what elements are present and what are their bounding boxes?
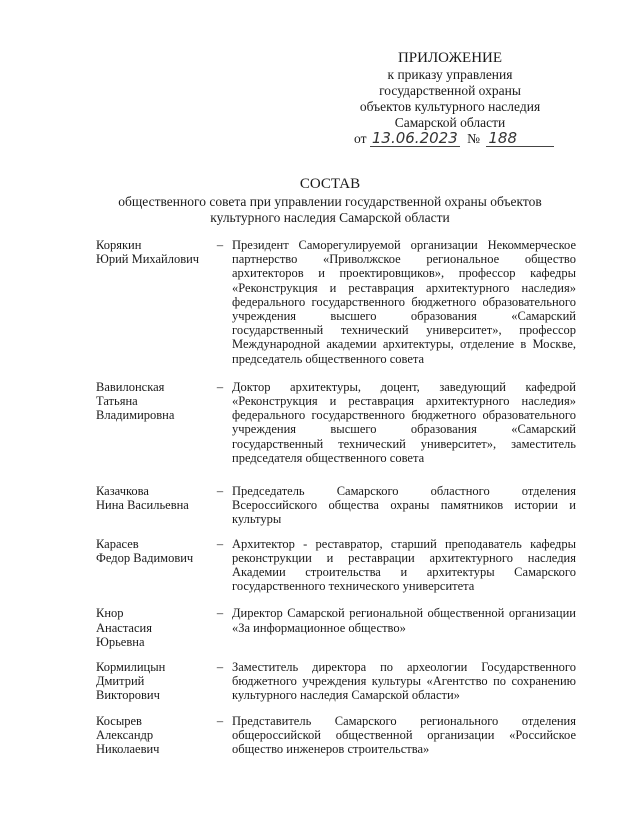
member-name: [96, 606, 208, 649]
member-entry: [96, 606, 576, 649]
member-name: [96, 238, 208, 366]
member-description: Заместитель директора по археологии Государственного бюджетного учреждения культуры «Агентство по сохранению культурного наследия Самарской области»: [232, 660, 576, 703]
document-title: СОСТАВ: [299, 176, 361, 192]
document-subtitle-line: общественного совета при управлении государственной охраны объектов: [118, 194, 542, 209]
member-surname: Кнор: [96, 606, 124, 621]
member-patronymic: Юрьевна: [96, 634, 145, 649]
document-subtitle-line: культурного наследия Самарской области: [210, 210, 450, 225]
member-patronymic: Николаевич: [96, 742, 160, 757]
member-entry: [96, 484, 576, 527]
handwritten-date: 13.06.2023: [371, 129, 458, 147]
member-patronymic: Владимировна: [96, 408, 175, 423]
member-entry: [96, 238, 576, 366]
member-entry: [96, 714, 576, 757]
member-dash: –: [216, 484, 224, 499]
member-dash: –: [216, 536, 224, 551]
member-name: [96, 537, 208, 594]
member-given-name: Юрий Михайлович: [96, 252, 200, 267]
order-date-number: [354, 130, 554, 148]
member-dash: –: [216, 660, 224, 675]
member-surname: Карасев: [96, 536, 139, 551]
member-dash: –: [216, 238, 224, 252]
appendix-line: государственной охраны: [379, 83, 521, 98]
member-given-name: Дмитрий: [96, 674, 145, 689]
member-given-name: Федор Вадимович: [96, 550, 194, 565]
members-list: [96, 238, 576, 756]
member-name: [96, 660, 208, 703]
member-patronymic: Викторович: [96, 688, 160, 703]
member-description: Архитектор - реставратор, старший преподаватель кафедры реконструкции и реставрации архитектурного наследия Академии строительства и архитектуры Самарского государственного технического университета: [232, 536, 576, 594]
member-name: [96, 380, 208, 465]
member-surname: Казачкова: [96, 484, 149, 499]
member-given-name: Александр: [96, 727, 154, 742]
member-surname: Вавилонская: [96, 379, 165, 394]
member-entry: [96, 660, 576, 703]
member-dash: –: [216, 713, 224, 728]
member-description: Доктор архитектуры, доцент, заведующий кафедрой «Реконструкция и реставрация архитектурного наследия» федерального государственного бюджетного образовательного учреждения высшего образования «Самарский государственный технический университет», заместитель председателя общественного совета: [232, 379, 576, 465]
member-description: Президент Саморегулируемой организации Некоммерческое партнерство «Приволжское региональное общество архитекторов и проектировщиков», профессор кафедры «Реконструкция и реставрация архитектурного наследия» федерального государственного бюджетного образовательного учреждения высшего образования «Самарский государственный технический университет», профессор Международной академии архитектуры, отделение в Москве, председатель общественного совета: [232, 238, 576, 366]
member-surname: Кормилицын: [96, 660, 166, 675]
member-given-name: Нина Васильевна: [96, 498, 189, 513]
appendix-title: ПРИЛОЖЕНИЕ: [397, 50, 503, 66]
document-title-block: [60, 176, 600, 226]
member-given-name: Анастасия: [96, 620, 152, 635]
member-given-name: Татьяна: [96, 394, 138, 409]
appendix-header: [330, 50, 570, 131]
member-description: Председатель Самарского областного отделения Всероссийского общества охраны памятников истории и культуры: [232, 484, 576, 527]
member-name: [96, 714, 208, 757]
member-surname: Косырев: [96, 713, 142, 728]
member-name: [96, 484, 208, 527]
member-dash: –: [216, 379, 224, 394]
member-description: Директор Самарской региональной общественной организации «За информационное общество»: [232, 606, 576, 635]
appendix-line: Самарской области: [394, 115, 506, 130]
member-entry: [96, 537, 576, 594]
number-sign: №: [467, 131, 481, 146]
handwritten-number: 188: [486, 130, 554, 147]
member-surname: Корякин: [96, 238, 142, 252]
date-prefix: от: [354, 131, 367, 146]
appendix-line: к приказу управления: [387, 67, 513, 82]
member-description: Представитель Самарского регионального отделения общероссийской общественной организации «Российское общество инженеров строительства»: [232, 713, 576, 757]
appendix-line: объектов культурного наследия: [359, 99, 541, 114]
member-dash: –: [216, 606, 224, 621]
member-entry: [96, 380, 576, 465]
